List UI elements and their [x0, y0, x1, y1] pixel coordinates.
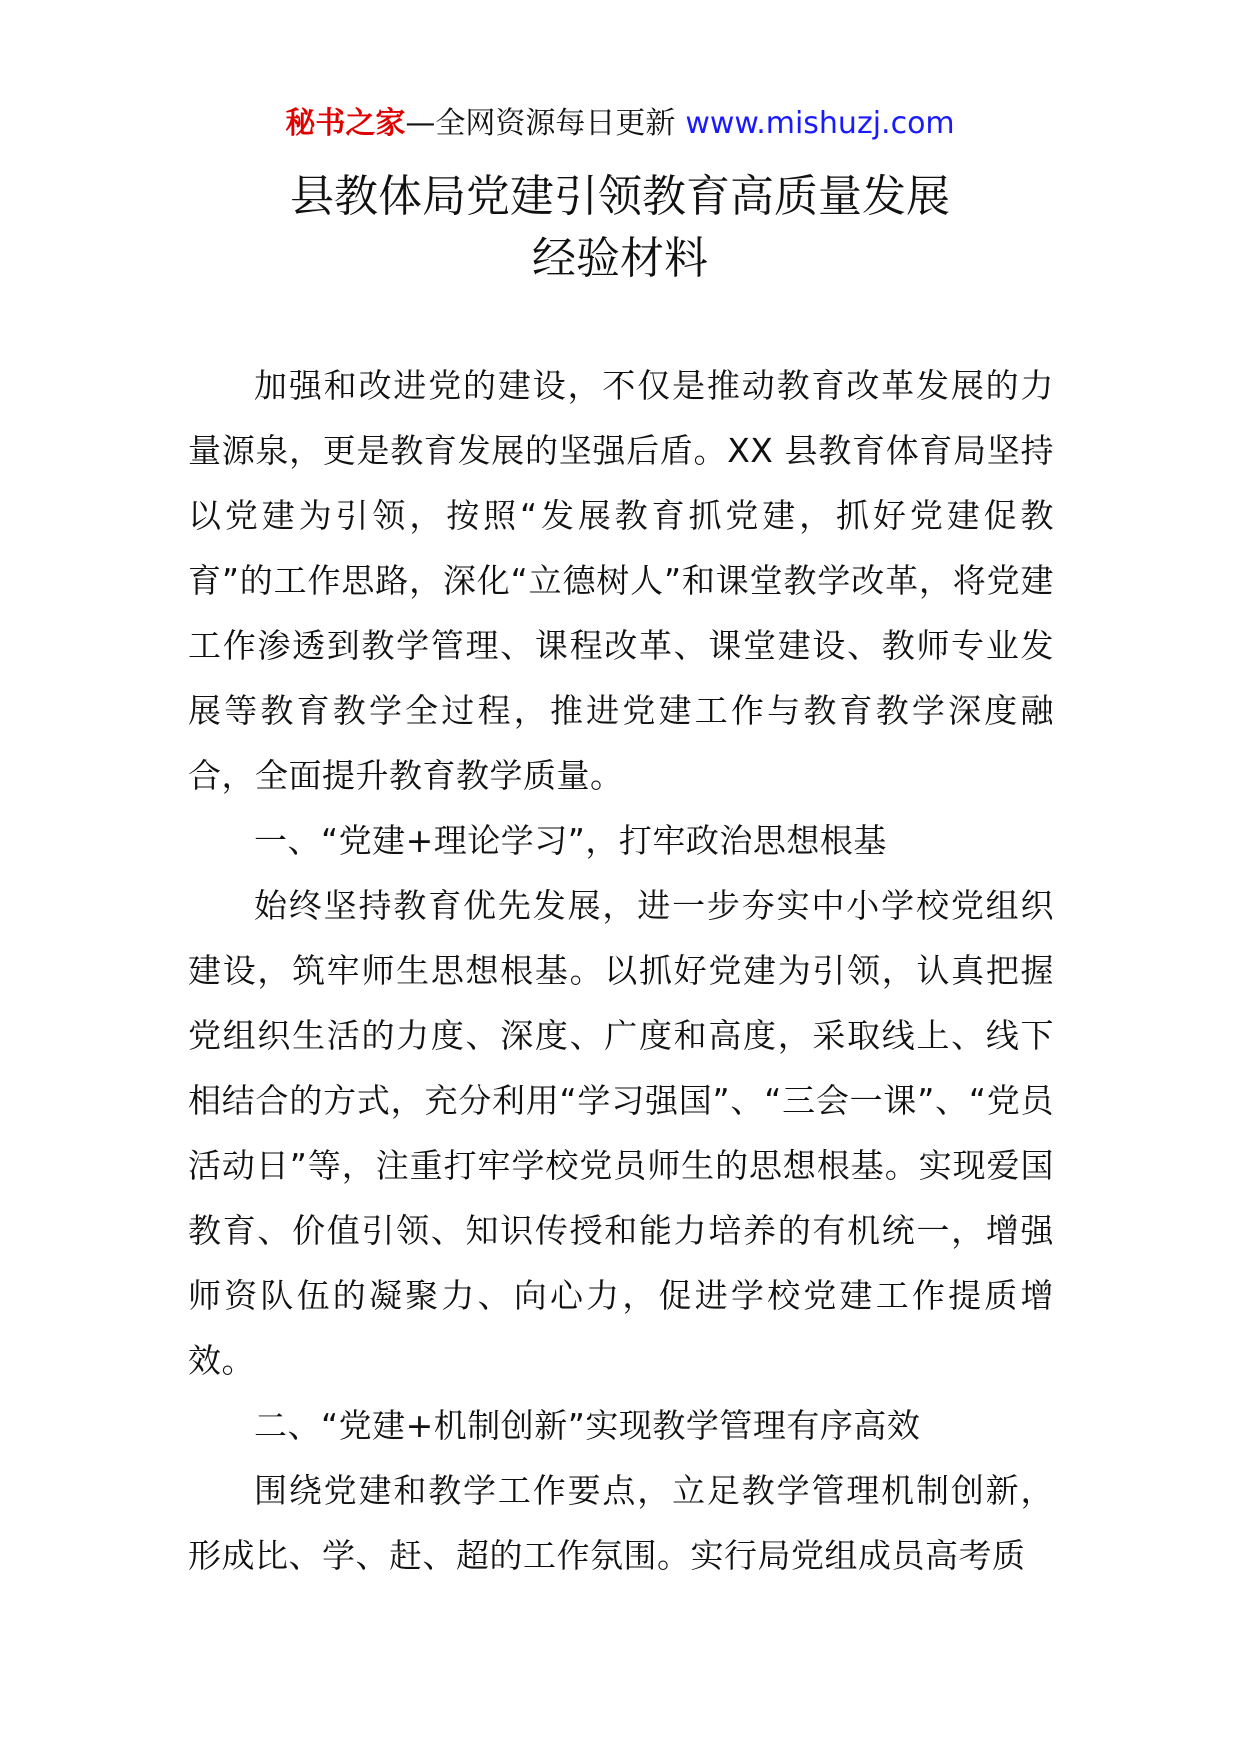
section-heading-1: 一、“党建+理论学习”，打牢政治思想根基	[254, 821, 887, 860]
section-heading-2: 二、“党建+机制创新”实现教学管理有序高效	[254, 1406, 921, 1445]
document-body	[188, 353, 1054, 1588]
title-line-1: 县教体局党建引领教育高质量发展	[290, 171, 950, 222]
paragraph-intro: 加强和改进党的建设，不仅是推动教育改革发展的力量源泉，更是教育发展的坚强后盾。XX 县教育体育局坚持以党建为引领，按照“发展教育抓党建，抓好党建促教育”的工作思路，深化“立德树人”和课堂教学改革，将党建工作渗透到教学管理、课程改革、课堂建设、教师专业发展等教育教学全过程，推进党建工作与教育教学深度融合，全面提升教育教学质量。	[188, 366, 1054, 795]
paragraph-section-1: 始终坚持教育优先发展，进一步夯实中小学校党组织建设，筑牢师生思想根基。以抓好党建为引领，认真把握党组织生活的力度、深度、广度和高度，采取线上、线下相结合的方式，充分利用“学习强国”、“三会一课”、“党员活动日”等，注重打牢学校党员师生的思想根基。实现爱国教育、价值引领、知识传授和能力培养的有机统一，增强师资队伍的凝聚力、向心力，促进学校党建工作提质增效。	[188, 886, 1054, 1380]
watermark-brand: 秘书之家	[285, 106, 406, 141]
watermark-tagline: —全网资源每日更新	[405, 106, 676, 141]
watermark-url[interactable]: www.mishuzj.com	[685, 106, 955, 141]
document-title	[0, 166, 1240, 290]
title-line-2: 经验材料	[532, 233, 708, 284]
paragraph-section-2: 围绕党建和教学工作要点，立足教学管理机制创新，形成比、学、赶、超的工作氛围。实行局党组成员高考质	[188, 1471, 1054, 1575]
watermark-header	[0, 104, 1240, 144]
